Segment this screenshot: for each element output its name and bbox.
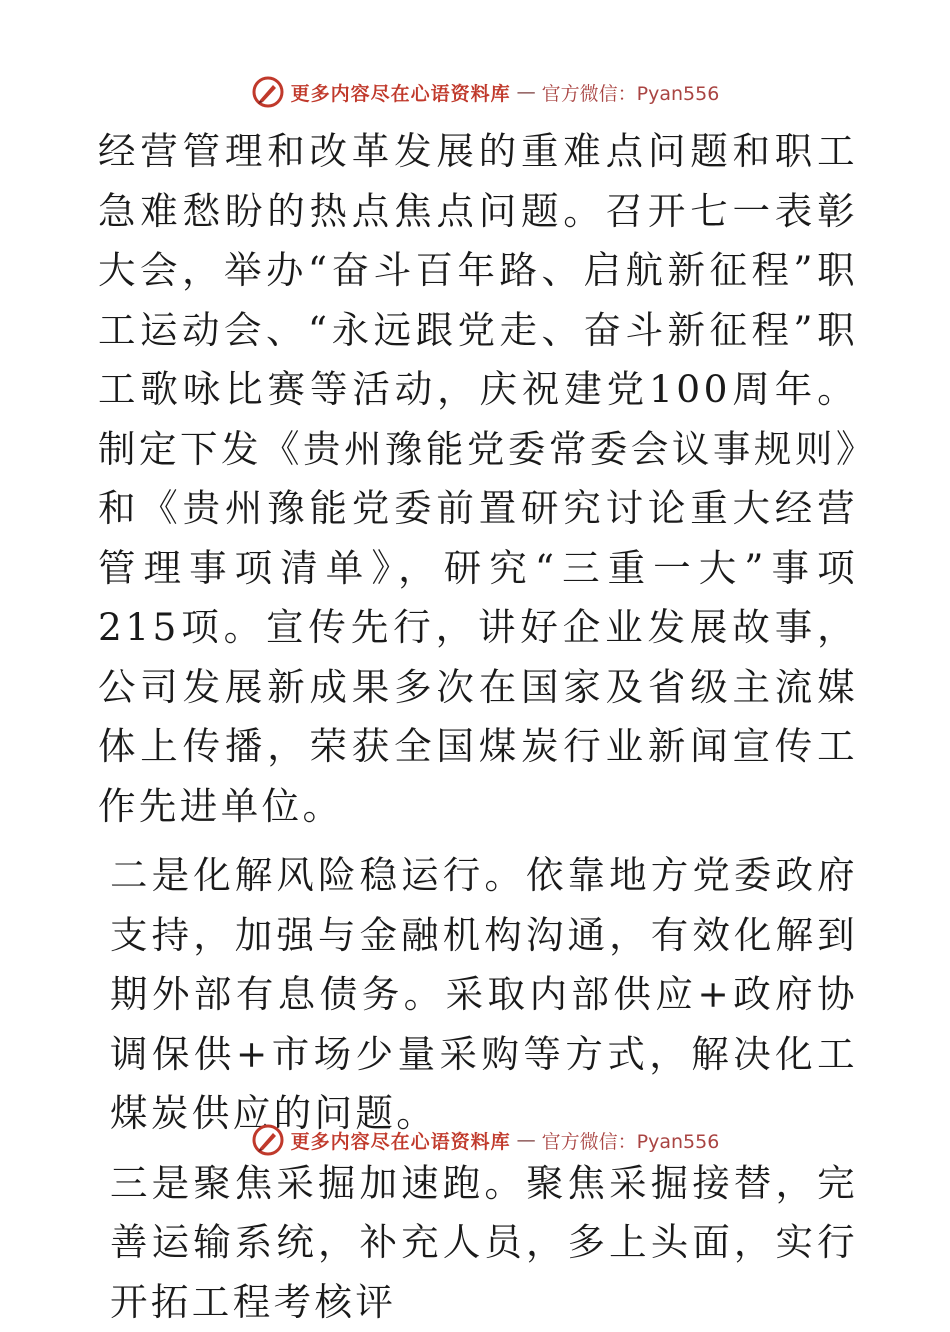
paragraph-risk-resolution: 二是化解风险稳运行。依靠地方党委政府支持，加强与金融机构沟通，有效化解到期外部有息债务。采取内部供应+政府协调保供+市场少量采购等方式，解决化工煤炭供应的问题。 <box>98 846 858 1144</box>
watermark-wechat: 官方微信：Pyan556 <box>542 79 720 106</box>
paragraph-continuation: 经营管理和改革发展的重难点问题和职工急难愁盼的热点焦点问题。召开七一表彰大会，举办“奋斗百年路、启航新征程”职工运动会、“永远跟党走、奋斗新征程”职工歌咏比赛等活动，庆祝建党100周年。制定下发《贵州豫能党委常委会议事规则》和《贵州豫能党委前置研究讨论重大经营管理事项清单》，研究“三重一大”事项215项。宣传先行，讲好企业发展故事，公司发展新成果多次在国家及省级主流媒体上传播，荣获全国煤炭行业新闻宣传工作先进单位。 <box>98 122 858 836</box>
pen-logo-icon <box>251 75 285 109</box>
pen-logo-icon <box>251 1123 285 1157</box>
watermark-separator: — <box>517 1129 536 1151</box>
footer-watermark <box>0 1120 950 1160</box>
header-watermark <box>0 72 950 112</box>
paragraph-mining-focus: 三是聚焦采掘加速跑。聚焦采掘接替，完善运输系统，补充人员，多上头面，实行开拓工程考核评 <box>98 1154 858 1332</box>
watermark-text: 更多内容尽在心语资料库 <box>291 79 511 106</box>
watermark-wechat: 官方微信：Pyan556 <box>542 1127 720 1154</box>
watermark-separator: — <box>517 81 536 103</box>
watermark-text: 更多内容尽在心语资料库 <box>291 1127 511 1154</box>
